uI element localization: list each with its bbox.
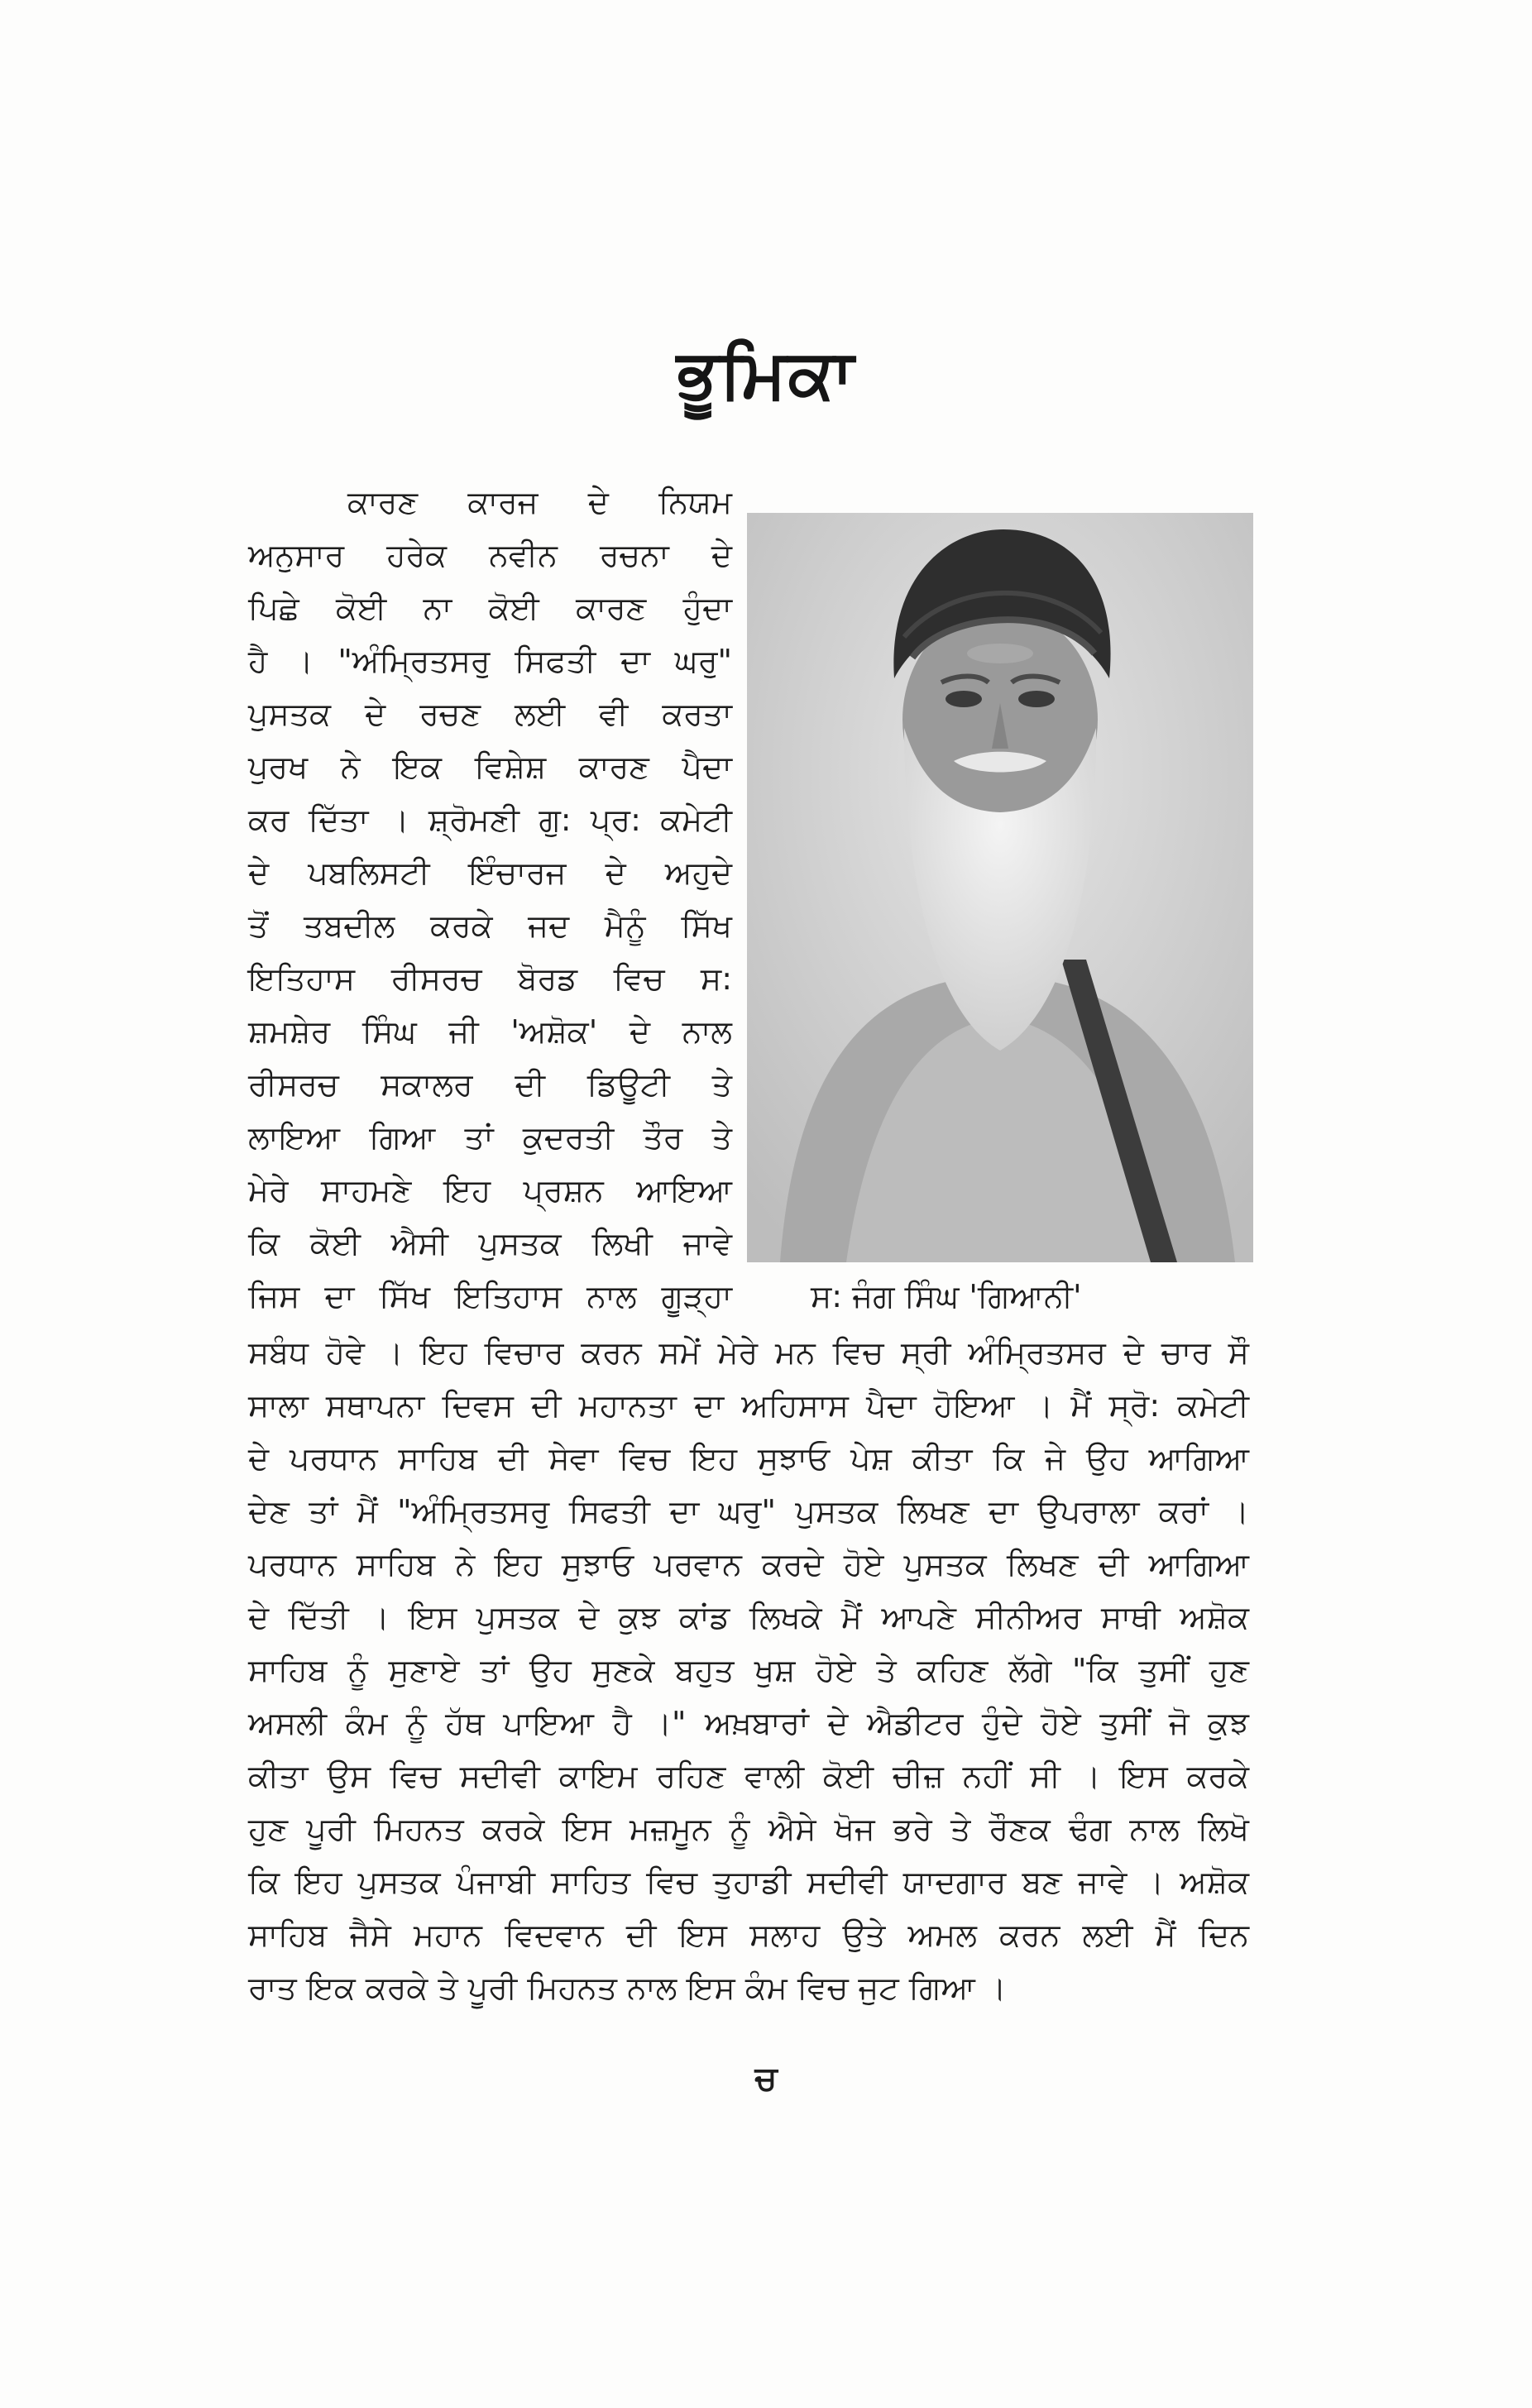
text-line: ਇਤਿਹਾਸ ਰੀਸਰਚ ਬੋਰਡ ਵਿਚ ਸ:	[248, 960, 732, 997]
text-line: ਦੇ ਪਬਲਿਸਟੀ ਇੰਚਾਰਜ ਦੇ ਅਹੁਦੇ	[248, 855, 732, 891]
text-line: ਰਾਤ ਇਕ ਕਰਕੇ ਤੇ ਪੂਰੀ ਮਿਹਨਤ ਨਾਲ ਇਸ ਕੰਮ ਵਿਚ ਜੁਟ ਗਿਆ ।	[248, 1970, 1007, 2006]
text-line: ਹੁਣ ਪੂਰੀ ਮਿਹਨਤ ਕਰਕੇ ਇਸ ਮਜ਼ਮੂਨ ਨੂੰ ਐਸੇ ਖੋਜ ਭਰੇ ਤੇ ਰੌਣਕ ਢੰਗ ਨਾਲ ਲਿਖੋ	[248, 1811, 1249, 1847]
text-line: ਰੀਸਰਚ ਸਕਾਲਰ ਦੀ ਡਿਊਟੀ ਤੇ	[248, 1066, 732, 1103]
text-line: ਕਿ ਕੋਈ ਐਸੀ ਪੁਸਤਕ ਲਿਖੀ ਜਾਵੇ	[248, 1225, 732, 1261]
text-line: ਜਿਸ ਦਾ ਸਿੱਖ ਇਤਿਹਾਸ ਨਾਲ ਗੂੜ੍ਹਾ	[248, 1278, 732, 1314]
text-line: ਕਾਰਣ ਕਾਰਜ ਦੇ ਨਿਯਮ	[347, 484, 732, 520]
text-line: ਦੇ ਦਿੱਤੀ । ਇਸ ਪੁਸਤਕ ਦੇ ਕੁਝ ਕਾਂਡ ਲਿਖਕੇ ਮੈਂ ਆਪਣੇ ਸੀਨੀਅਰ ਸਾਥੀ ਅਸ਼ੋਕ	[248, 1599, 1249, 1635]
text-line: ਮੇਰੇ ਸਾਹਮਣੇ ਇਹ ਪ੍ਰਸ਼ਨ ਆਇਆ	[248, 1172, 732, 1209]
page-number: ਚ	[754, 2060, 778, 2098]
text-line: ਪੁਰਖ ਨੇ ਇਕ ਵਿਸ਼ੇਸ਼ ਕਾਰਣ ਪੈਦਾ	[248, 749, 732, 785]
text-line: ਹੈ । "ਅੰਮ੍ਰਿਤਸਰੁ ਸਿਫਤੀ ਦਾ ਘਰੁ"	[248, 643, 732, 679]
portrait-illustration	[747, 513, 1253, 1262]
text-line: ਕਿ ਇਹ ਪੁਸਤਕ ਪੰਜਾਬੀ ਸਾਹਿਤ ਵਿਚ ਤੁਹਾਡੀ ਸਦੀਵੀ ਯਾਦਗਾਰ ਬਣ ਜਾਵੇ । ਅਸ਼ੋਕ	[248, 1864, 1249, 1900]
text-line: ਕਰ ਦਿੱਤਾ । ਸ਼੍ਰੋਮਣੀ ਗੁ: ਪ੍ਰ: ਕਮੇਟੀ	[248, 802, 732, 838]
text-line: ਸਾਹਿਬ ਨੂੰ ਸੁਣਾਏ ਤਾਂ ਉਹ ਸੁਣਕੇ ਬਹੁਤ ਖੁਸ਼ ਹੋਏ ਤੇ ਕਹਿਣ ਲੱਗੇ "ਕਿ ਤੁਸੀਂ ਹੁਣ	[248, 1652, 1249, 1688]
text-line: ਪੁਸਤਕ ਦੇ ਰਚਣ ਲਈ ਵੀ ਕਰਤਾ	[248, 696, 732, 732]
text-line: ਕੀਤਾ ਉਸ ਵਿਚ ਸਦੀਵੀ ਕਾਇਮ ਰਹਿਣ ਵਾਲੀ ਕੋਈ ਚੀਜ਼ ਨਹੀਂ ਸੀ । ਇਸ ਕਰਕੇ	[248, 1758, 1249, 1794]
text-line: ਅਨੁਸਾਰ ਹਰੇਕ ਨਵੀਨ ਰਚਨਾ ਦੇ	[248, 537, 732, 573]
text-line: ਦੇਣ ਤਾਂ ਮੈਂ "ਅੰਮ੍ਰਿਤਸਰੁ ਸਿਫਤੀ ਦਾ ਘਰੁ" ਪੁਸਤਕ ਲਿਖਣ ਦਾ ਉਪਰਾਲਾ ਕਰਾਂ ।	[248, 1493, 1249, 1530]
text-line: ਸਬੰਧ ਹੋਵੇ । ਇਹ ਵਿਚਾਰ ਕਰਨ ਸਮੇਂ ਮੇਰੇ ਮਨ ਵਿਚ ਸ੍ਰੀ ਅੰਮ੍ਰਿਤਸਰ ਦੇ ਚਾਰ ਸੌ	[248, 1334, 1249, 1371]
text-line: ਅਸਲੀ ਕੰਮ ਨੂੰ ਹੱਥ ਪਾਇਆ ਹੈ ।" ਅਖ਼ਬਾਰਾਂ ਦੇ ਐਡੀਟਰ ਹੁੰਦੇ ਹੋਏ ਤੁਸੀਂ ਜੋ ਕੁਝ	[248, 1705, 1249, 1741]
page-title: ਭੂਮਿਕਾ	[676, 335, 855, 414]
text-line: ਪਿਛੇ ਕੋਈ ਨਾ ਕੋਈ ਕਾਰਣ ਹੁੰਦਾ	[248, 590, 732, 626]
body-full-width-text	[248, 1326, 1249, 2014]
text-line: ਸਾਹਿਬ ਜੈਸੇ ਮਹਾਨ ਵਿਦਵਾਨ ਦੀ ਇਸ ਸਲਾਹ ਉਤੇ ਅਮਲ ਕਰਨ ਲਈ ਮੈਂ ਦਿਨ	[248, 1917, 1249, 1953]
text-line: ਲਾਇਆ ਗਿਆ ਤਾਂ ਕੁਦਰਤੀ ਤੌਰ ਤੇ	[248, 1119, 732, 1156]
text-line: ਸ਼ਮਸ਼ੇਰ ਸਿੰਘ ਜੀ 'ਅਸ਼ੋਕ' ਦੇ ਨਾਲ	[248, 1013, 732, 1050]
text-line: ਦੇ ਪਰਧਾਨ ਸਾਹਿਬ ਦੀ ਸੇਵਾ ਵਿਚ ਇਹ ਸੁਝਾਓ ਪੇਸ਼ ਕੀਤਾ ਕਿ ਜੇ ਉਹ ਆਗਿਆ	[248, 1440, 1249, 1477]
portrait-photo	[747, 513, 1253, 1262]
photo-caption: ਸ: ਜੰਗ ਸਿੰਘ 'ਗਿਆਨੀ'	[811, 1278, 1082, 1314]
text-line: ਤੋਂ ਤਬਦੀਲ ਕਰਕੇ ਜਦ ਮੈਨੂੰ ਸਿੱਖ	[248, 907, 732, 944]
intro-column-text	[248, 476, 732, 1323]
text-line: ਪਰਧਾਨ ਸਾਹਿਬ ਨੇ ਇਹ ਸੁਝਾਓ ਪਰਵਾਨ ਕਰਦੇ ਹੋਏ ਪੁਸਤਕ ਲਿਖਣ ਦੀ ਆਗਿਆ	[248, 1546, 1249, 1582]
text-line: ਸਾਲਾ ਸਥਾਪਨਾ ਦਿਵਸ ਦੀ ਮਹਾਨਤਾ ਦਾ ਅਹਿਸਾਸ ਪੈਦਾ ਹੋਇਆ । ਮੈਂ ਸ੍ਰੋ: ਕਮੇਟੀ	[248, 1387, 1249, 1424]
